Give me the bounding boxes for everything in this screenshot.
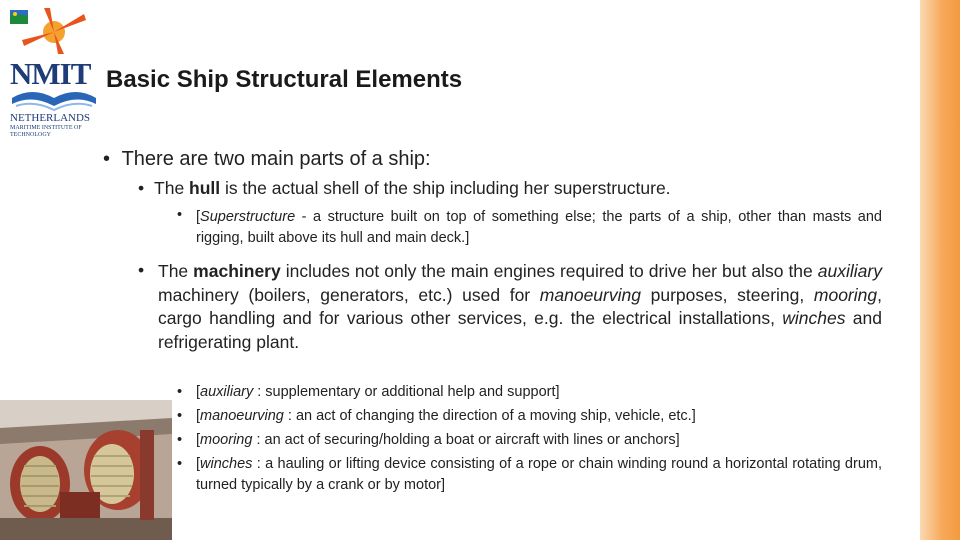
definition-term: mooring: [200, 432, 253, 448]
superstructure-term: Superstructure: [200, 209, 296, 225]
superstructure-def: - a structure built on top of something else; the parts of a ship, other than masts and rigging, built above its hull and main deck.]: [196, 209, 882, 246]
definition-item: [177, 428, 882, 452]
definition-item: [177, 452, 882, 496]
bullet-dot: •: [103, 148, 111, 170]
machinery-manoeurving: manoeurving: [539, 284, 641, 305]
nmit-logo: [6, 6, 102, 136]
definition-item: [177, 404, 882, 428]
definitions-list: [177, 380, 882, 496]
intro-text: There are two main parts of a ship:: [121, 148, 431, 170]
bracket: [: [196, 432, 201, 448]
machinery-t4: , cargo handling and for various other services, e.g. the electrical installations,: [158, 284, 882, 328]
definition-item: [177, 380, 882, 404]
bullet-dot: •: [177, 432, 183, 448]
hull-pre: The: [154, 178, 190, 198]
bullet-dot: •: [177, 207, 183, 223]
bullet-dot: •: [138, 178, 145, 198]
machinery-t3: purposes, steering,: [640, 284, 814, 305]
hull-post: is the actual shell of the ship including her superstructure.: [220, 178, 671, 198]
slide-title: Basic Ship Structural Elements: [106, 66, 463, 93]
bracket: [: [196, 209, 201, 225]
bracket: [: [196, 408, 201, 424]
machinery-auxiliary: auxiliary: [817, 261, 882, 281]
superstructure-text: [196, 207, 882, 249]
bullet-hull: [138, 178, 671, 199]
bullet-dot: •: [177, 384, 183, 400]
bullet-intro: [103, 148, 431, 171]
bracket: [: [196, 384, 201, 400]
definition-term: winches: [200, 456, 253, 472]
hull-term: hull: [189, 178, 221, 198]
definition-text: : an act of securing/holding a boat or aircraft with lines or anchors]: [252, 432, 680, 448]
logo-country: NETHERLANDS: [10, 112, 91, 124]
bullet-dot: •: [177, 456, 183, 472]
definition-text: : an act of changing the direction of a moving ship, vehicle, etc.]: [283, 408, 696, 424]
logo-institute-name: MARITIME INSTITUTE OF TECHNOLOGY: [10, 125, 82, 138]
definition-term: auxiliary: [200, 384, 254, 400]
machinery-t1: includes not only the main engines required to drive her but also the: [280, 261, 818, 281]
bullet-dot: •: [177, 408, 183, 424]
machinery-pre: The: [158, 261, 194, 281]
definition-text: : a hauling or lifting device consisting of a rope or chain winding round a horizontal rotating drum, turned typically by a crank or by motor]: [196, 456, 882, 493]
definition-term: manoeurving: [200, 408, 284, 424]
winch-photo: [0, 400, 172, 540]
orange-side-strip: [920, 0, 960, 540]
bullet-superstructure-def: [177, 207, 882, 249]
logo-wordmark: NMIT: [10, 56, 91, 91]
machinery-t5: and refrigerating plant.: [158, 308, 882, 352]
bullet-machinery: [138, 260, 882, 354]
definition-text: : supplementary or additional help and support]: [253, 384, 560, 400]
bullet-dot: •: [138, 260, 145, 280]
machinery-term: machinery: [193, 261, 281, 281]
bracket: [: [196, 456, 201, 472]
machinery-winches: winches: [782, 308, 846, 328]
machinery-mooring: mooring: [813, 284, 878, 305]
machinery-text: [158, 260, 882, 354]
machinery-t2: machinery (boilers, generators, etc.) used for: [158, 284, 540, 305]
